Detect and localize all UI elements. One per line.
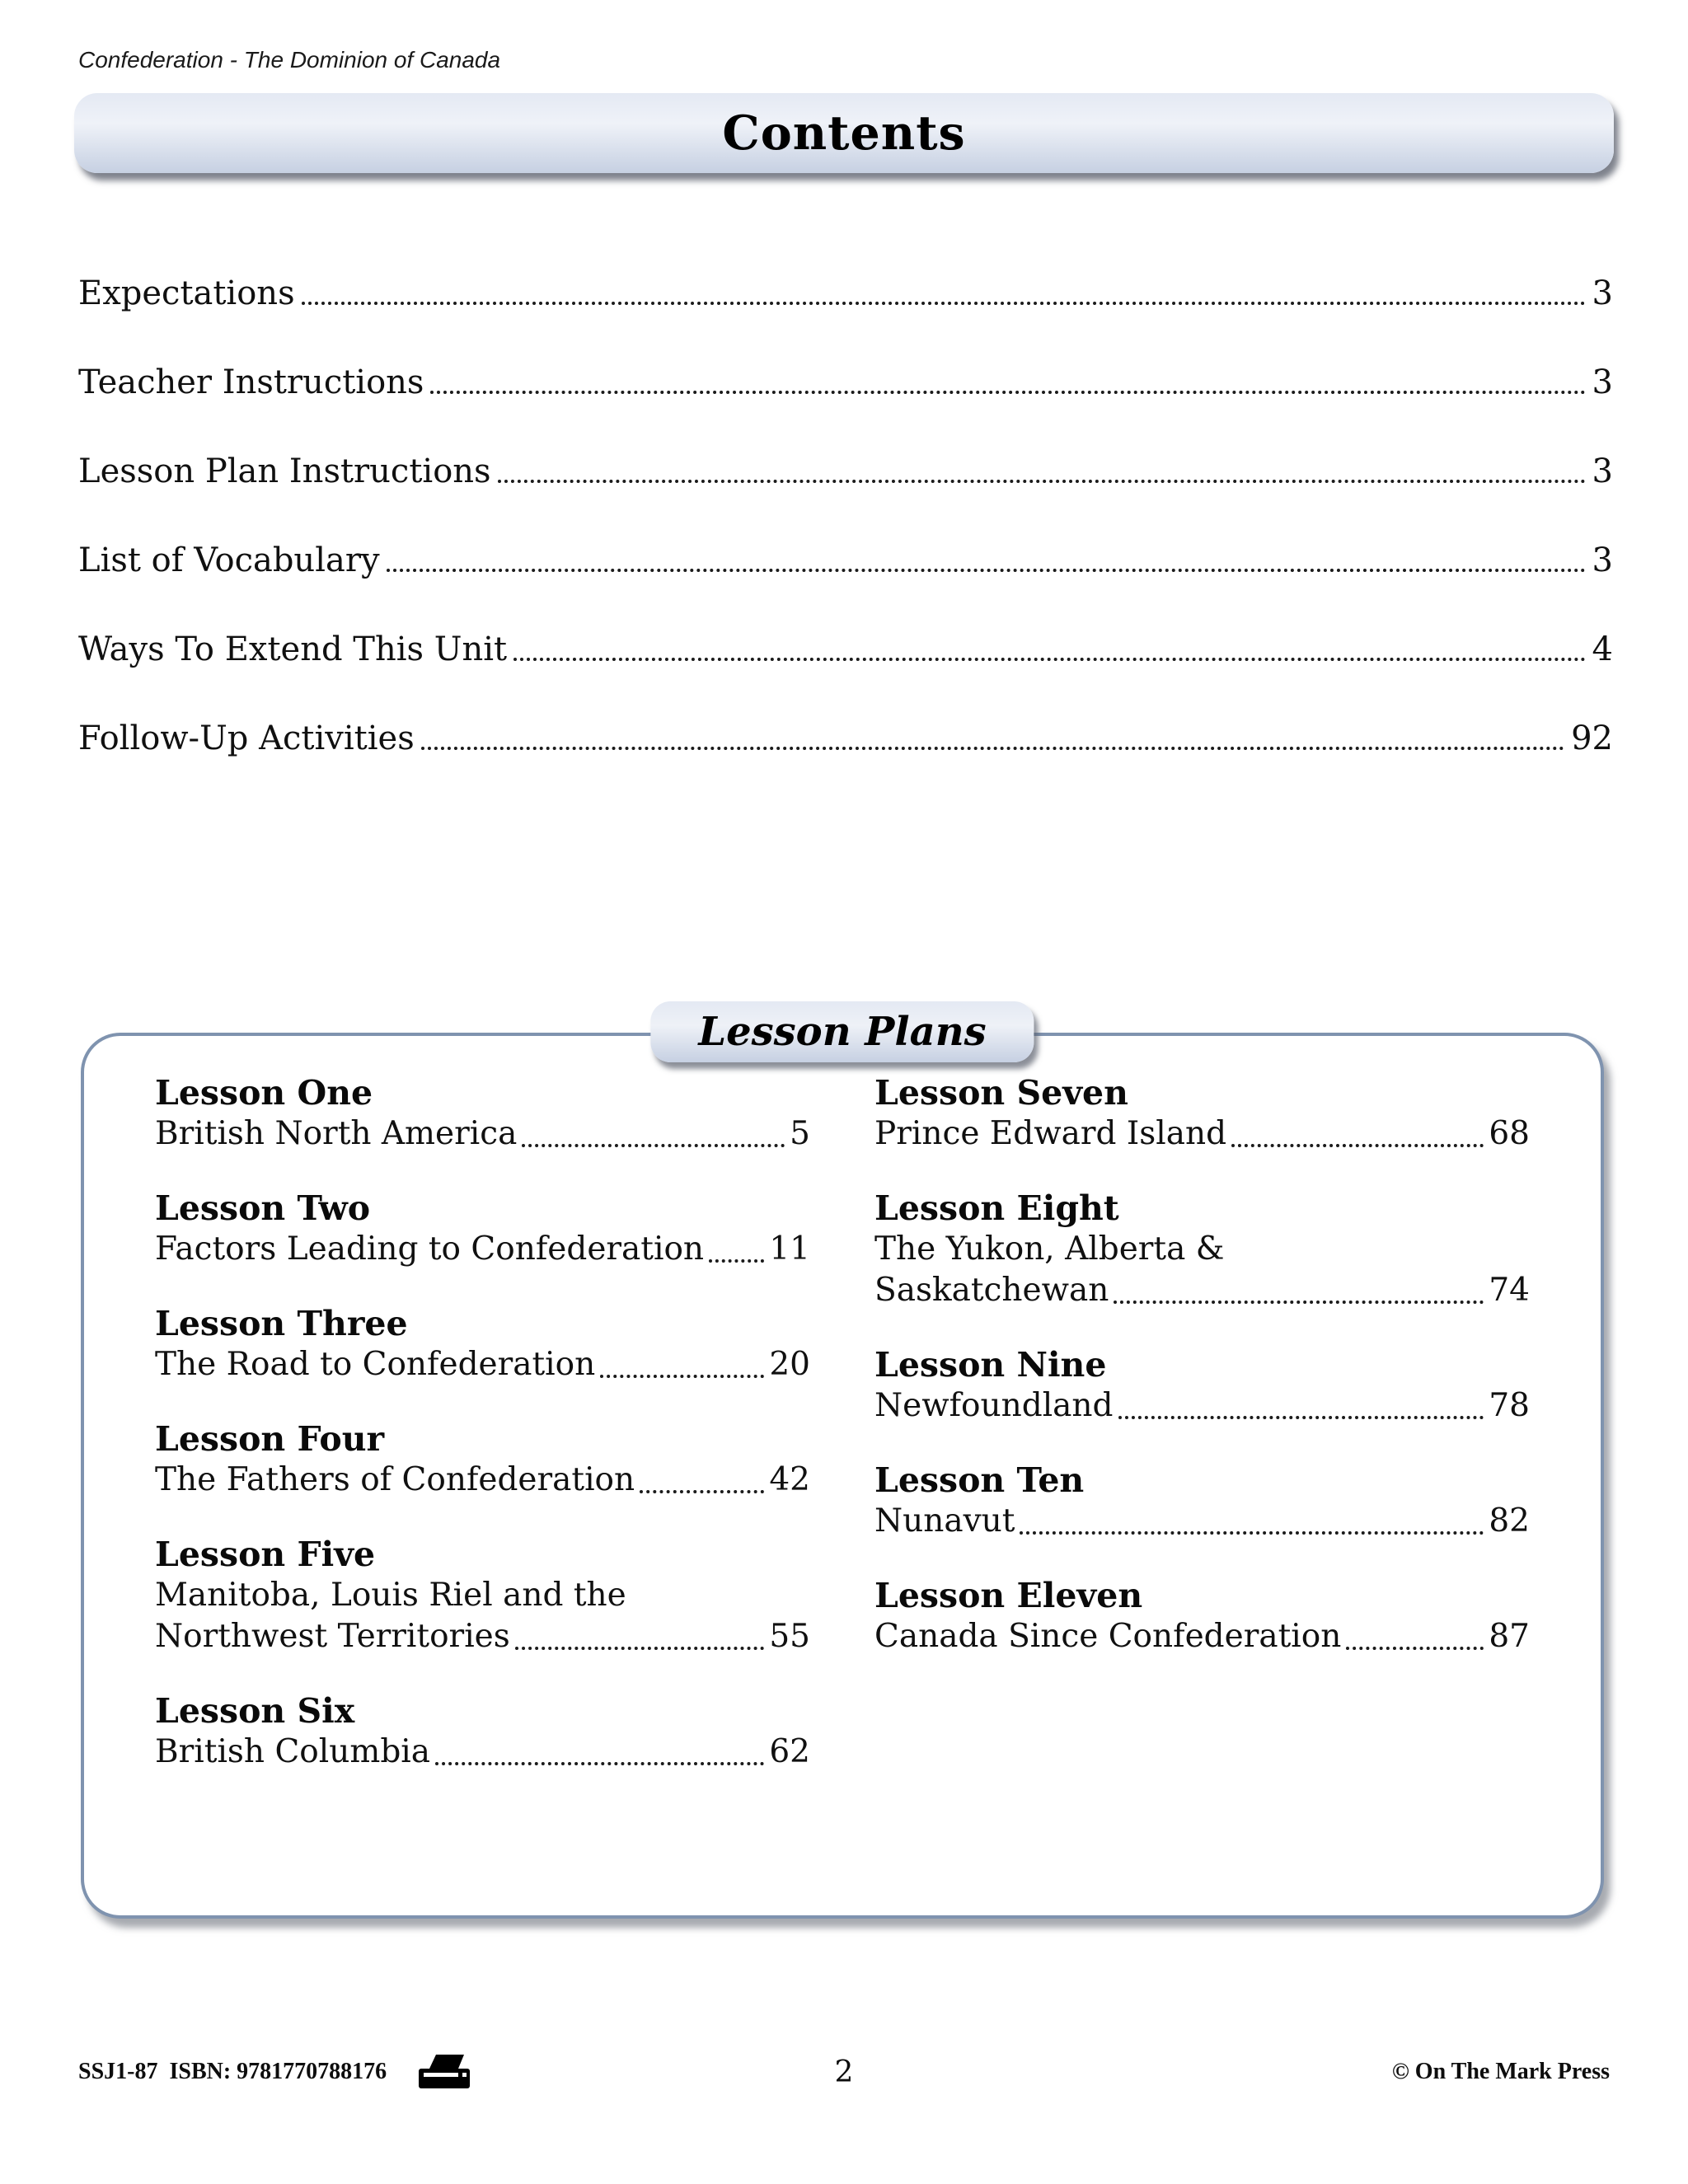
toc-entry <box>78 363 1613 402</box>
contents-title: Contents <box>722 105 966 161</box>
dot-leader <box>1231 1144 1484 1147</box>
dot-leader <box>421 747 1564 750</box>
lesson-page: 11 <box>769 1230 810 1268</box>
lesson-line <box>155 1460 810 1501</box>
toc-entry-label: Lesson Plan Instructions <box>78 452 491 490</box>
lesson-topic: Nunavut <box>874 1502 1015 1540</box>
lesson-line <box>155 1344 810 1385</box>
toc-entry <box>78 719 1613 758</box>
lesson-line <box>874 1113 1530 1155</box>
dot-leader <box>430 391 1585 394</box>
toc-entry-label: Ways To Extend This Unit <box>78 630 508 668</box>
dot-leader <box>1114 1301 1484 1304</box>
table-of-contents <box>78 274 1613 808</box>
toc-entry-label: Follow-Up Activities <box>78 719 415 757</box>
lesson-topic-line1: Manitoba, Louis Riel and the <box>155 1577 626 1614</box>
lesson-columns <box>84 1036 1601 1806</box>
lesson-line <box>155 1113 810 1155</box>
lesson-page: 42 <box>769 1461 810 1498</box>
lesson-page: 82 <box>1489 1502 1530 1540</box>
lesson-entry <box>874 1188 1530 1311</box>
lesson-entry <box>155 1418 810 1501</box>
lesson-topic: The Road to Confederation <box>155 1346 596 1383</box>
dot-leader <box>302 302 1586 305</box>
toc-entry-page: 4 <box>1592 630 1613 668</box>
lesson-page: 87 <box>1489 1618 1530 1655</box>
toc-entry-label: Teacher Instructions <box>78 363 424 401</box>
lesson-title: Lesson Two <box>155 1188 371 1228</box>
lesson-title: Lesson Eight <box>874 1188 1119 1228</box>
printer-icon <box>416 2050 474 2093</box>
lesson-topic: Canada Since Confederation <box>874 1618 1342 1655</box>
lesson-page: 68 <box>1489 1115 1530 1152</box>
lesson-page: 78 <box>1489 1387 1530 1424</box>
lesson-line <box>874 1270 1530 1311</box>
lesson-column-left <box>155 1072 810 1806</box>
lesson-plans-title: Lesson Plans <box>698 1009 987 1055</box>
lesson-title: Lesson Seven <box>874 1073 1128 1113</box>
lesson-topic: Northwest Territories <box>155 1618 510 1655</box>
toc-entry <box>78 274 1613 313</box>
lesson-title: Lesson Four <box>155 1419 385 1459</box>
page-footer <box>78 2050 1610 2093</box>
lesson-page: 20 <box>769 1346 810 1383</box>
dot-leader <box>640 1490 764 1493</box>
lesson-plans-badge <box>650 1001 1034 1062</box>
lesson-page: 55 <box>769 1618 810 1655</box>
contents-banner <box>74 93 1614 173</box>
lesson-entry <box>874 1575 1530 1657</box>
lesson-title: Lesson Eleven <box>874 1576 1143 1615</box>
lesson-page: 74 <box>1489 1272 1530 1309</box>
lesson-line <box>155 1229 810 1270</box>
lesson-title: Lesson Nine <box>874 1345 1107 1385</box>
toc-entry-page: 3 <box>1592 452 1613 490</box>
lesson-entry <box>155 1072 810 1155</box>
dot-leader <box>387 569 1586 572</box>
toc-entry-label: Expectations <box>78 274 295 312</box>
dot-leader <box>515 1647 765 1650</box>
toc-entry-label: List of Vocabulary <box>78 541 380 579</box>
dot-leader <box>498 480 1586 483</box>
lesson-column-right <box>874 1072 1530 1806</box>
toc-entry-page: 3 <box>1592 541 1613 579</box>
lesson-topic-line1: The Yukon, Alberta & <box>874 1230 1225 1268</box>
lesson-title: Lesson Six <box>155 1691 355 1731</box>
dot-leader <box>600 1375 764 1378</box>
lesson-topic: Factors Leading to Confederation <box>155 1230 705 1268</box>
lesson-title: Lesson Three <box>155 1304 408 1343</box>
running-header: Confederation - The Dominion of Canada <box>78 47 501 73</box>
lesson-page: 5 <box>790 1115 810 1152</box>
lesson-topic: Prince Edward Island <box>874 1115 1227 1152</box>
lesson-topic: The Fathers of Confederation <box>155 1461 635 1498</box>
toc-entry <box>78 630 1613 669</box>
lesson-topic: British North America <box>155 1115 518 1152</box>
lesson-topic: Saskatchewan <box>874 1272 1109 1309</box>
toc-entry <box>78 452 1613 491</box>
toc-entry-page: 3 <box>1592 363 1613 401</box>
dot-leader <box>522 1144 785 1147</box>
lesson-line <box>874 1501 1530 1542</box>
lesson-title: Lesson Five <box>155 1535 376 1574</box>
footer-copyright: © On The Mark Press <box>1391 2059 1610 2084</box>
lesson-topic: Newfoundland <box>874 1387 1114 1424</box>
dot-leader <box>513 658 1585 661</box>
lesson-entry <box>155 1690 810 1773</box>
lesson-plans-box <box>81 1009 1604 1919</box>
lesson-title: Lesson One <box>155 1073 373 1113</box>
lesson-entry <box>874 1072 1530 1155</box>
toc-entry-page: 92 <box>1571 719 1613 757</box>
lesson-title: Lesson Ten <box>874 1460 1085 1500</box>
lesson-entry <box>155 1188 810 1270</box>
dot-leader <box>1346 1647 1484 1650</box>
dot-leader <box>709 1259 764 1263</box>
lesson-entry <box>874 1460 1530 1542</box>
dot-leader <box>435 1762 764 1765</box>
lesson-entry <box>155 1303 810 1385</box>
lesson-line <box>874 1616 1530 1657</box>
toc-entry <box>78 541 1613 580</box>
lesson-entry <box>874 1344 1530 1427</box>
lesson-line <box>155 1732 810 1773</box>
lesson-line <box>874 1385 1530 1427</box>
dot-leader <box>1020 1531 1484 1535</box>
dot-leader <box>1118 1416 1484 1419</box>
footer-isbn: SSJ1-87 ISBN: 9781770788176 <box>78 2059 387 2084</box>
lesson-page: 62 <box>769 1733 810 1770</box>
lesson-topic: British Columbia <box>155 1733 431 1770</box>
lesson-entry <box>155 1534 810 1657</box>
lesson-line <box>155 1616 810 1657</box>
toc-entry-page: 3 <box>1592 274 1613 312</box>
footer-page-number: 2 <box>834 2055 854 2089</box>
